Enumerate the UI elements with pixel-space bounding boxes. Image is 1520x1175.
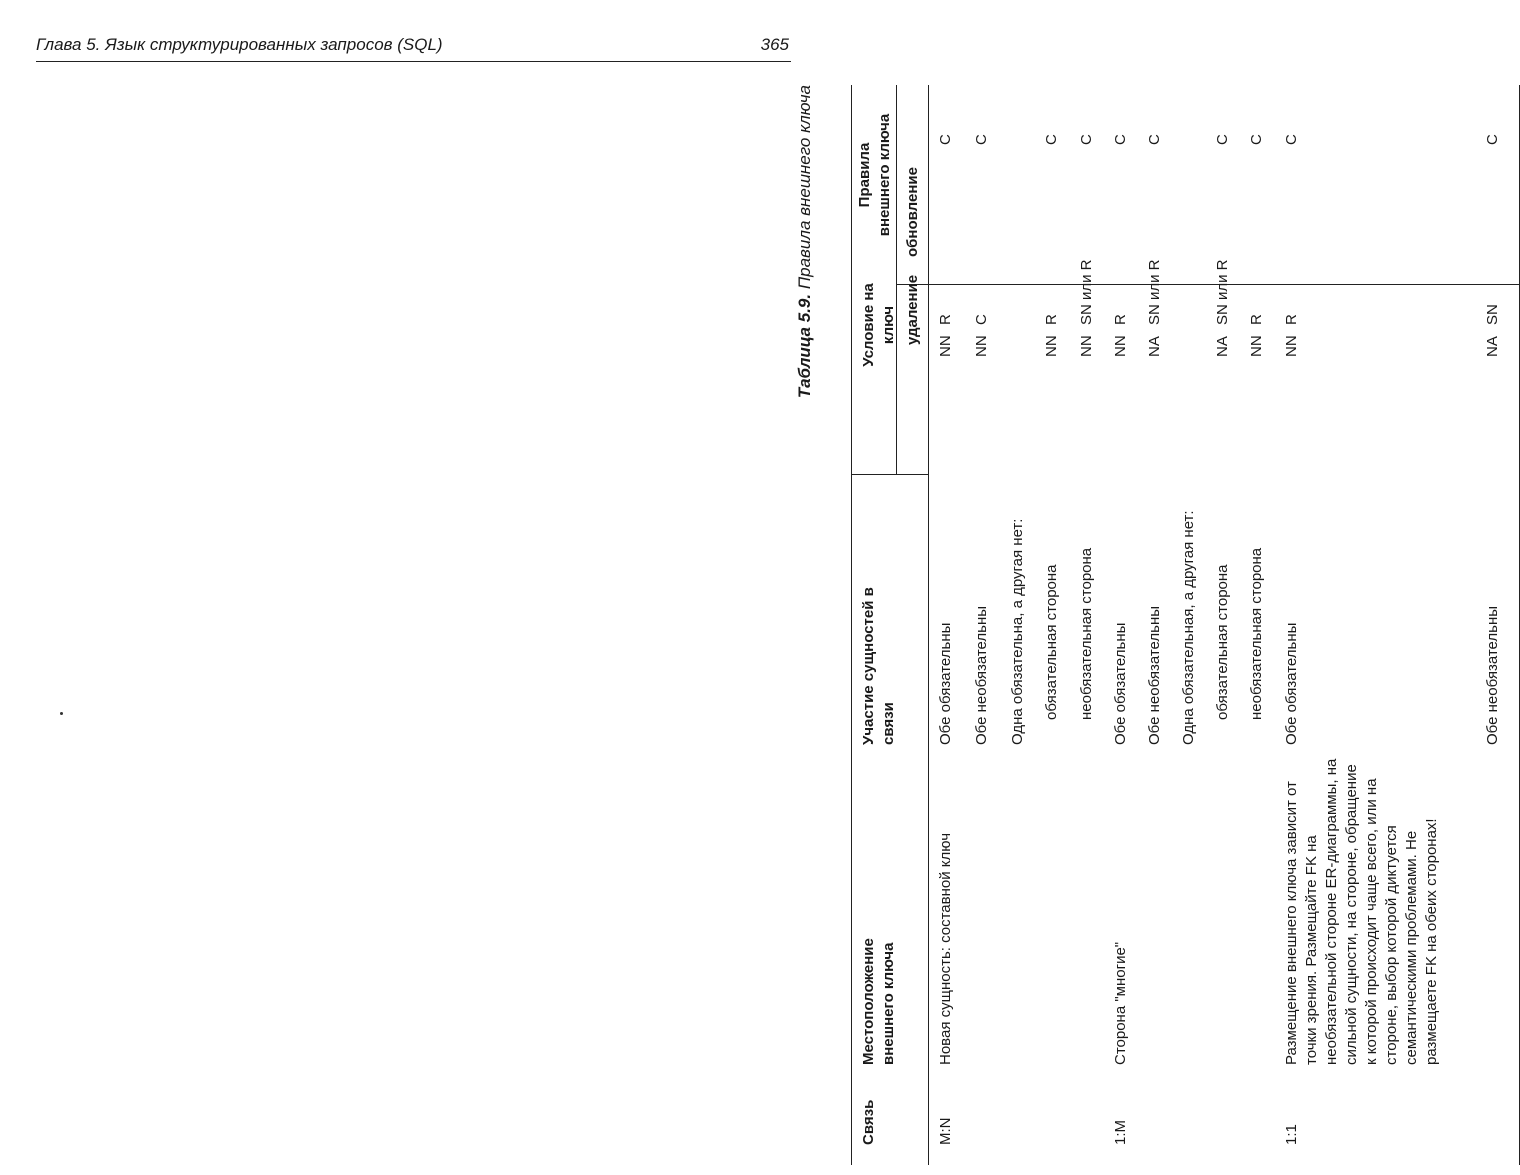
cell-update: C — [1078, 134, 1095, 145]
cell-delete: SN — [1484, 304, 1501, 325]
caption-text: Правила внешнего ключа — [795, 85, 814, 294]
header-rules: Правила внешнего ключа — [856, 113, 893, 237]
running-head — [36, 33, 791, 62]
header-key-condition: Условие на ключ — [860, 283, 897, 367]
cell-relation: 1:1 — [1283, 1124, 1300, 1145]
cell-relation: M:N — [937, 1117, 954, 1145]
cell-key: NN — [937, 335, 954, 357]
cell-key: NN — [973, 335, 990, 357]
cell-participation: обязательная сторона — [1043, 564, 1060, 720]
cell-delete: C — [973, 314, 990, 325]
cell-participation: необязательная сторона — [1248, 547, 1265, 720]
header-update: обновление — [904, 167, 921, 257]
cell-participation: Обе необязательны — [973, 605, 990, 745]
cell-key: NA — [1214, 336, 1231, 357]
cell-participation: Обе необязательны — [1146, 605, 1163, 745]
cell-key: NN — [1283, 335, 1300, 357]
header-relation: Связь — [860, 1099, 877, 1145]
cell-key: NA — [1146, 336, 1163, 357]
page-number: 365 — [760, 35, 789, 54]
cell-update: C — [1043, 134, 1060, 145]
cell-delete: R — [937, 314, 954, 325]
cell-update: C — [1214, 134, 1231, 145]
delete-update-rule — [896, 284, 1519, 285]
rotated-table-area — [795, 85, 1501, 1165]
cell-delete: SN или R — [1214, 259, 1231, 325]
cell-location: Новая сущность: составной ключ — [937, 832, 954, 1065]
scan-speck — [60, 712, 63, 715]
cell-update: C — [1112, 134, 1129, 145]
cell-key: NA — [1484, 336, 1501, 357]
cell-participation: обязательная сторона — [1214, 564, 1231, 720]
cell-participation: Обе обязательны — [1283, 622, 1300, 745]
cell-update: C — [937, 134, 954, 145]
cell-participation: необязательная сторона — [1078, 547, 1095, 720]
cell-delete: R — [1112, 314, 1129, 325]
cell-update: C — [1484, 134, 1501, 145]
cell-participation: Обе необязательны — [1484, 605, 1501, 745]
cell-location-note: Размещение внешнего ключа зависит от точки зрения. Размещайте FK на необязательной стороне ER-диаграммы, на сильной сущности, на стороне, обращение к которой происходит чаще всего, или на стороне, выбор которой диктуется семантическими проблемами. Не размещаете FK на обеих сторонах! — [1283, 758, 1440, 1065]
cell-update: C — [1248, 134, 1265, 145]
caption-label: Таблица 5.9. — [795, 293, 814, 399]
cell-delete: R — [1043, 314, 1060, 325]
header-delete: удаление — [904, 274, 921, 345]
cell-update: C — [1283, 134, 1300, 145]
cell-key: NN — [1078, 335, 1095, 357]
cell-participation: Обе обязательны — [937, 622, 954, 745]
cell-location: Сторона "многие" — [1112, 941, 1129, 1065]
cell-key: NN — [1112, 335, 1129, 357]
cell-relation: 1:M — [1112, 1119, 1129, 1145]
chapter-title: Глава 5. Язык структурированных запросов (SQL) — [36, 35, 443, 54]
cell-key: NN — [1043, 335, 1060, 357]
table-caption — [795, 85, 825, 1165]
header-bottom-rule — [928, 85, 929, 1165]
cell-participation: Одна обязательная, а другая нет: — [1180, 510, 1197, 745]
cell-update: C — [973, 134, 990, 145]
cell-key: NN — [1248, 335, 1265, 357]
header-participation: Участие сущностей в связи — [860, 587, 897, 745]
rules-left-rule — [851, 474, 928, 475]
cell-participation: Обе обязательны — [1112, 622, 1129, 745]
header-location: Местоположение внешнего ключа — [860, 938, 897, 1065]
cell-participation: Одна обязательна, а другая нет: — [1009, 518, 1026, 745]
table-top-rule — [851, 85, 852, 1165]
cell-delete: SN или R — [1078, 259, 1095, 325]
cell-delete: SN или R — [1146, 259, 1163, 325]
cell-delete: R — [1248, 314, 1265, 325]
cell-delete: R — [1283, 314, 1300, 325]
cell-update: C — [1146, 134, 1163, 145]
